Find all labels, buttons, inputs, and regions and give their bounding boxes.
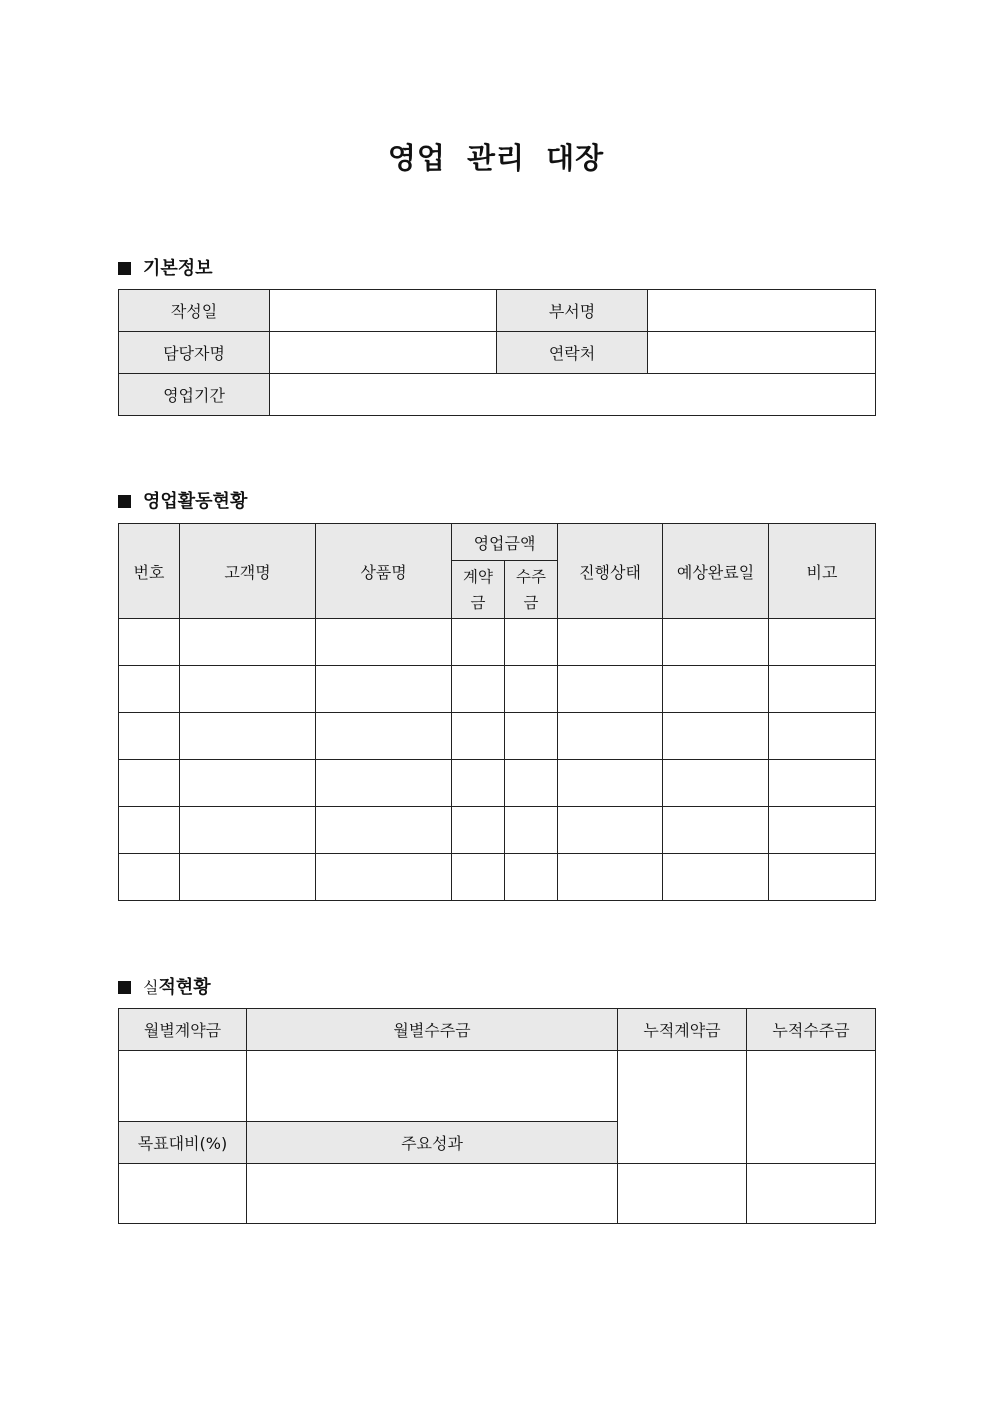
table-cell[interactable] xyxy=(180,619,316,666)
header-note: 비고 xyxy=(769,524,876,619)
table-cell[interactable] xyxy=(505,854,558,901)
activity-rows xyxy=(119,619,876,901)
table-cell[interactable] xyxy=(452,854,505,901)
table-cell[interactable] xyxy=(119,854,180,901)
table-cell[interactable] xyxy=(316,760,452,807)
monthly-contract-field[interactable] xyxy=(119,1051,247,1122)
created-date-field[interactable] xyxy=(270,290,497,332)
table-cell[interactable] xyxy=(769,666,876,713)
header-contract: 계약 금 xyxy=(452,561,505,619)
table-cell[interactable] xyxy=(769,760,876,807)
table-cell[interactable] xyxy=(505,713,558,760)
table-cell[interactable] xyxy=(119,666,180,713)
key-results-field[interactable] xyxy=(247,1164,618,1224)
table-cell[interactable] xyxy=(505,666,558,713)
header-status: 진행상태 xyxy=(558,524,663,619)
table-cell[interactable] xyxy=(558,666,663,713)
table-cell[interactable] xyxy=(180,807,316,854)
table-cell[interactable] xyxy=(316,854,452,901)
table-cell[interactable] xyxy=(452,619,505,666)
table-cell[interactable] xyxy=(663,666,769,713)
cum-contract-field[interactable] xyxy=(618,1051,747,1164)
table-cell[interactable] xyxy=(769,807,876,854)
table-row xyxy=(119,760,876,807)
table-cell[interactable] xyxy=(558,807,663,854)
table-cell[interactable] xyxy=(663,854,769,901)
header-customer: 고객명 xyxy=(180,524,316,619)
header-amount: 영업금액 xyxy=(452,524,558,561)
cum-order-field-2[interactable] xyxy=(747,1164,876,1224)
table-cell[interactable] xyxy=(452,760,505,807)
table-row xyxy=(119,807,876,854)
table-row xyxy=(119,666,876,713)
table-cell[interactable] xyxy=(119,619,180,666)
square-bullet-icon xyxy=(118,495,131,508)
table-cell[interactable] xyxy=(505,807,558,854)
section-title: 기본정보 xyxy=(143,258,213,279)
table-cell[interactable] xyxy=(769,619,876,666)
period-field[interactable] xyxy=(270,374,876,416)
header-product: 상품명 xyxy=(316,524,452,619)
header-order: 수주 금 xyxy=(505,561,558,619)
table-cell[interactable] xyxy=(769,713,876,760)
table-cell[interactable] xyxy=(558,713,663,760)
section-title: 적현황 xyxy=(158,977,211,998)
header-no: 번호 xyxy=(119,524,180,619)
table-cell[interactable] xyxy=(663,713,769,760)
table-row xyxy=(119,619,876,666)
cum-contract-field-2[interactable] xyxy=(618,1164,747,1224)
table-cell[interactable] xyxy=(558,760,663,807)
table-cell[interactable] xyxy=(452,666,505,713)
table-cell[interactable] xyxy=(769,854,876,901)
section-title: 영업활동현황 xyxy=(143,491,248,512)
table-cell[interactable] xyxy=(316,713,452,760)
performance-table xyxy=(118,1008,876,1224)
manager-field[interactable] xyxy=(270,332,497,374)
table-cell[interactable] xyxy=(316,619,452,666)
table-cell[interactable] xyxy=(663,760,769,807)
table-cell[interactable] xyxy=(316,666,452,713)
section-title-prefix: 실 xyxy=(143,978,159,997)
contact-label: 연락처 xyxy=(497,332,648,374)
table-cell[interactable] xyxy=(663,807,769,854)
monthly-order-field[interactable] xyxy=(247,1051,618,1122)
header-cum-order: 누적수주금 xyxy=(747,1009,876,1051)
table-cell[interactable] xyxy=(119,807,180,854)
created-date-label: 작성일 xyxy=(119,290,270,332)
target-ratio-field[interactable] xyxy=(119,1164,247,1224)
manager-label: 담당자명 xyxy=(119,332,270,374)
header-monthly-contract: 월별계약금 xyxy=(119,1009,247,1051)
section-performance xyxy=(118,973,211,999)
table-cell[interactable] xyxy=(505,760,558,807)
table-cell[interactable] xyxy=(119,760,180,807)
header-monthly-order: 월별수주금 xyxy=(247,1009,618,1051)
header-cum-contract: 누적계약금 xyxy=(618,1009,747,1051)
table-cell[interactable] xyxy=(452,807,505,854)
page-title: 영업 관리 대장 xyxy=(387,141,605,175)
table-cell[interactable] xyxy=(119,713,180,760)
department-label: 부서명 xyxy=(497,290,648,332)
department-field[interactable] xyxy=(648,290,876,332)
table-cell[interactable] xyxy=(180,760,316,807)
contact-field[interactable] xyxy=(648,332,876,374)
sales-activity-table xyxy=(118,523,876,901)
section-basic-info xyxy=(118,254,213,280)
cum-order-field[interactable] xyxy=(747,1051,876,1164)
square-bullet-icon xyxy=(118,262,131,275)
table-cell[interactable] xyxy=(180,854,316,901)
table-cell[interactable] xyxy=(505,619,558,666)
section-sales-activity xyxy=(118,487,247,513)
square-bullet-icon xyxy=(118,981,131,994)
table-cell[interactable] xyxy=(558,854,663,901)
table-cell[interactable] xyxy=(663,619,769,666)
basic-info-table xyxy=(118,289,876,416)
table-cell[interactable] xyxy=(180,666,316,713)
table-row xyxy=(119,713,876,760)
table-cell[interactable] xyxy=(180,713,316,760)
period-label: 영업기간 xyxy=(119,374,270,416)
header-key-results: 주요성과 xyxy=(247,1122,618,1164)
table-cell[interactable] xyxy=(452,713,505,760)
header-due: 예상완료일 xyxy=(663,524,769,619)
table-row xyxy=(119,854,876,901)
table-cell[interactable] xyxy=(316,807,452,854)
header-target-ratio: 목표대비(%) xyxy=(119,1122,247,1164)
table-cell[interactable] xyxy=(558,619,663,666)
